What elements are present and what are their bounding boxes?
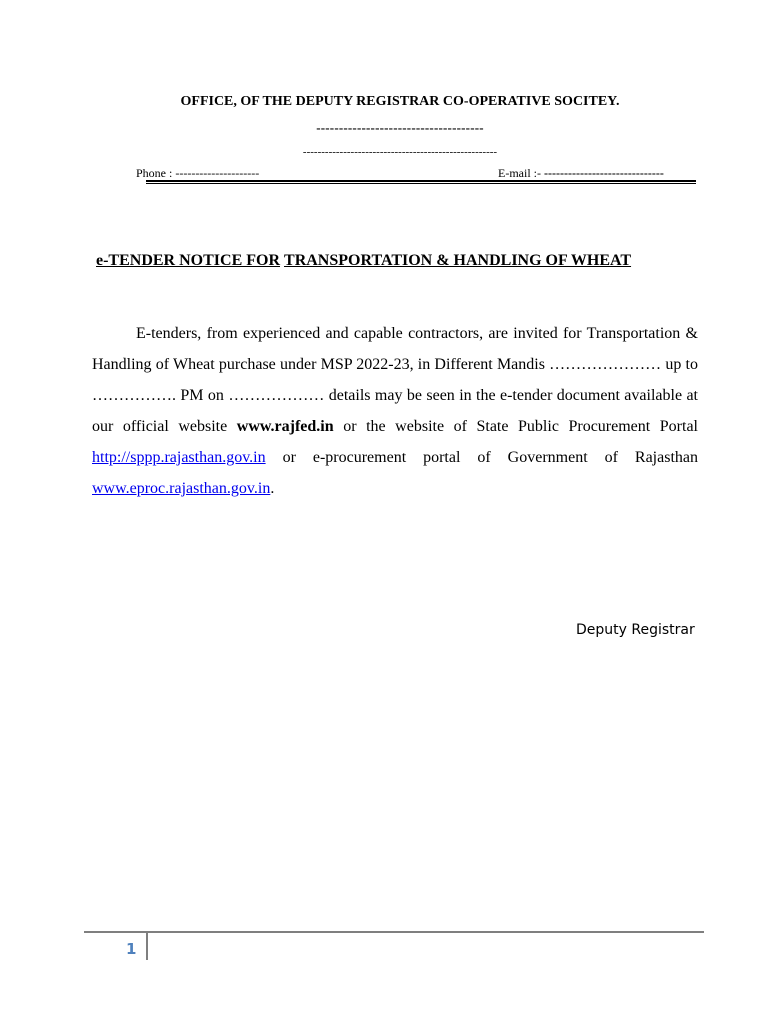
body-text-2: or the website of State Public Procurement Portal bbox=[333, 418, 698, 435]
phone-field: Phone : --------------------- bbox=[136, 166, 260, 180]
page-number: 1 bbox=[126, 940, 137, 958]
office-location-placeholder: ----------------------------------------------------- bbox=[302, 146, 498, 158]
office-title: OFFICE, OF THE DEPUTY REGISTRAR CO-OPERATIVE SOCITEY. bbox=[180, 94, 620, 109]
notice-paragraph bbox=[92, 318, 698, 504]
email-label: E-mail :- bbox=[498, 166, 544, 180]
body-text-3: or e-procurement portal of Government of Rajasthan bbox=[265, 449, 698, 466]
footer-rule bbox=[84, 931, 704, 933]
email-value: ------------------------------ bbox=[543, 166, 664, 180]
body-text-4: . bbox=[270, 480, 275, 497]
sppp-portal-link[interactable]: http://sppp.rajasthan.gov.in bbox=[92, 449, 266, 466]
body-text-1: E-tenders, from experienced and capable contractors, are invited for Transportation & Handling of Wheat purchase under MSP 2022-23, in Different Mandis ………………… up to ……………. PM on ……………… details may be seen in the e-tender document available at our official website bbox=[92, 325, 698, 435]
eproc-portal-link[interactable]: www.eproc.rajasthan.gov.in bbox=[92, 480, 271, 497]
header-rule-thin bbox=[146, 183, 696, 184]
notice-title bbox=[96, 252, 631, 270]
footer-divider bbox=[146, 933, 148, 960]
notice-title-part-1: e-TENDER NOTICE FOR bbox=[96, 252, 281, 269]
official-website: www.rajfed.in bbox=[236, 418, 334, 435]
office-address-placeholder: ------------------------------------- bbox=[316, 120, 484, 135]
email-field bbox=[498, 166, 664, 181]
signatory: Deputy Registrar bbox=[576, 622, 695, 638]
header-rule bbox=[146, 180, 696, 182]
notice-title-part-2: TRANSPORTATION & HANDLING OF WHEAT bbox=[284, 252, 632, 269]
notice-body bbox=[92, 318, 698, 504]
